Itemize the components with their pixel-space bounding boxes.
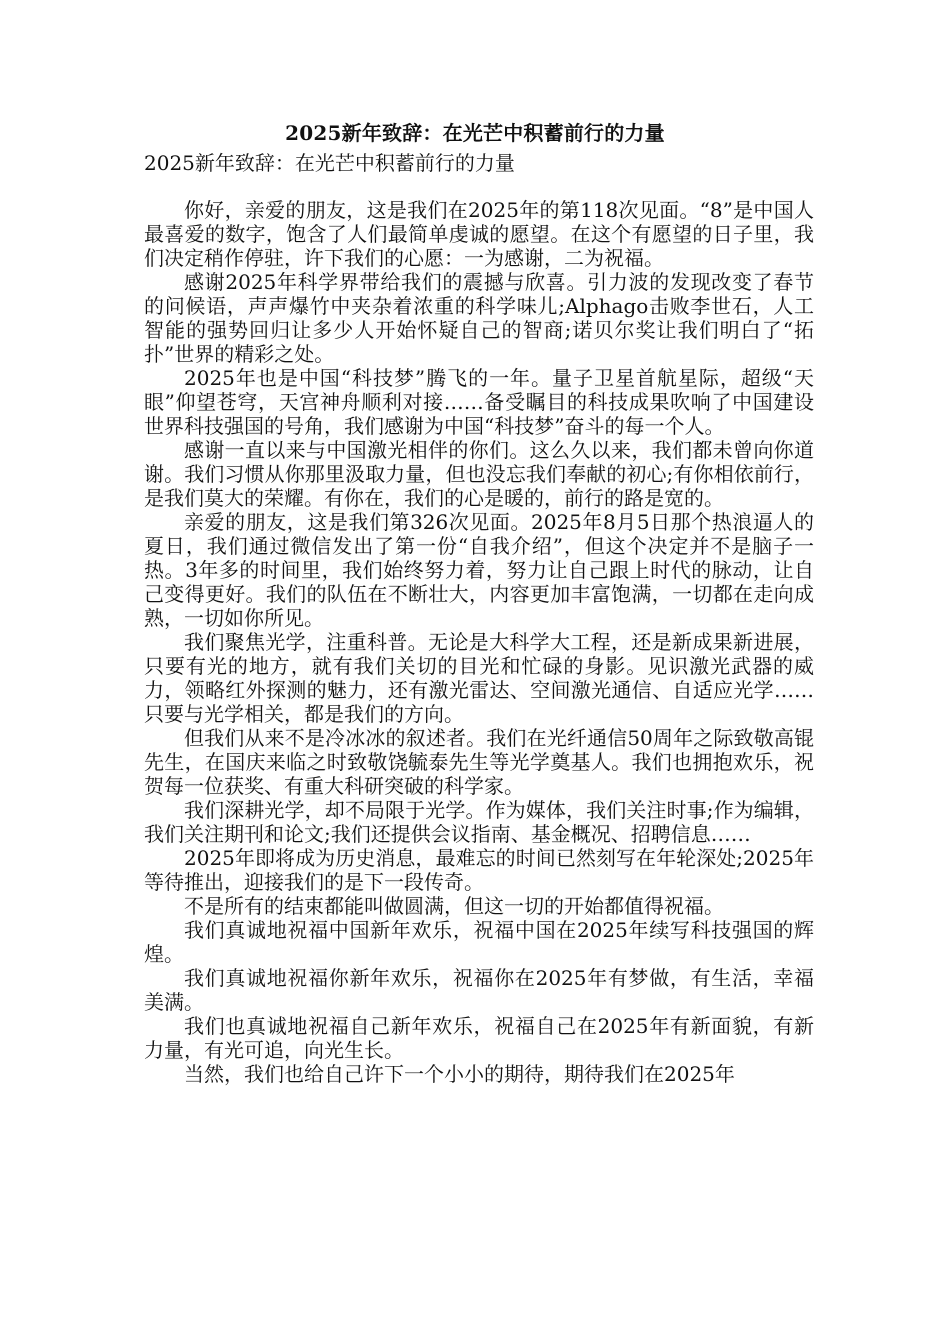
document-title: 2025新年致辞：在光芒中积蓄前行的力量 bbox=[285, 121, 665, 145]
paragraph: 感谢2025年科学界带给我们的震撼与欣喜。引力波的发现改变了春节的问候语，声声爆竹中夹杂着浓重的科学味儿;Alphago击败李世石，人工智能的强势回归让多少人开始怀疑自己的智商;诺贝尔奖让我们明白了“拓扑”世界的精彩之处。 bbox=[144, 270, 814, 366]
paragraph: 你好，亲爱的朋友，这是我们在2025年的第118次见面。“8”是中国人最喜爱的数字，饱含了人们最简单虔诚的愿望。在这个有愿望的日子里，我们决定稍作停驻，许下我们的心愿：一为感谢，二为祝福。 bbox=[144, 198, 814, 270]
paragraph: 但我们从来不是冷冰冰的叙述者。我们在光纤通信50周年之际致敬高锟先生，在国庆来临之时致敬饶毓泰先生等光学奠基人。我们也拥抱欢乐，祝贺每一位获奖、有重大科研突破的科学家。 bbox=[144, 726, 814, 798]
paragraph: 当然，我们也给自己许下一个小小的期待，期待我们在2025年 bbox=[184, 1062, 735, 1086]
paragraph: 2025年即将成为历史消息，最难忘的时间已然刻写在年轮深处;2025年等待推出，迎接我们的是下一段传奇。 bbox=[144, 846, 814, 894]
paragraph: 2025年也是中国“科技梦”腾飞的一年。量子卫星首航星际，超级“天眼”仰望苍穹，天宫神舟顺利对接……备受瞩目的科技成果吹响了中国建设世界科技强国的号角，我们感谢为中国“科技梦”奋斗的每一个人。 bbox=[144, 366, 814, 438]
document-body bbox=[144, 198, 814, 1086]
paragraph: 我们也真诚地祝福自己新年欢乐，祝福自己在2025年有新面貌，有新力量，有光可追，向光生长。 bbox=[144, 1014, 814, 1062]
paragraph: 我们深耕光学，却不局限于光学。作为媒体，我们关注时事;作为编辑，我们关注期刊和论文;我们还提供会议指南、基金概况、招聘信息…… bbox=[144, 798, 814, 846]
paragraph: 我们真诚地祝福你新年欢乐，祝福你在2025年有梦做，有生活，幸福美满。 bbox=[144, 966, 814, 1014]
paragraph: 感谢一直以来与中国激光相伴的你们。这么久以来，我们都未曾向你道谢。我们习惯从你那里汲取力量，但也没忘我们奉献的初心;有你相依前行，是我们莫大的荣耀。有你在，我们的心是暖的，前行的路是宽的。 bbox=[144, 438, 814, 510]
paragraph: 不是所有的结束都能叫做圆满，但这一切的开始都值得祝福。 bbox=[184, 894, 724, 918]
paragraph: 我们聚焦光学，注重科普。无论是大科学大工程，还是新成果新进展，只要有光的地方，就有我们关切的目光和忙碌的身影。见识激光武器的威力，领略红外探测的魅力，还有激光雷达、空间激光通信、自适应光学……只要与光学相关，都是我们的方向。 bbox=[144, 630, 814, 726]
document-subtitle: 2025新年致辞：在光芒中积蓄前行的力量 bbox=[144, 151, 515, 175]
paragraph: 我们真诚地祝福中国新年欢乐，祝福中国在2025年续写科技强国的辉煌。 bbox=[144, 918, 814, 966]
paragraph: 亲爱的朋友，这是我们第326次见面。2025年8月5日那个热浪逼人的夏日，我们通过微信发出了第一份“自我介绍”，但这个决定并不是脑子一热。3年多的时间里，我们始终努力着，努力让自己跟上时代的脉动，让自己变得更好。我们的队伍在不断壮大，内容更加丰富饱满，一切都在走向成熟，一切如你所见。 bbox=[144, 510, 814, 630]
